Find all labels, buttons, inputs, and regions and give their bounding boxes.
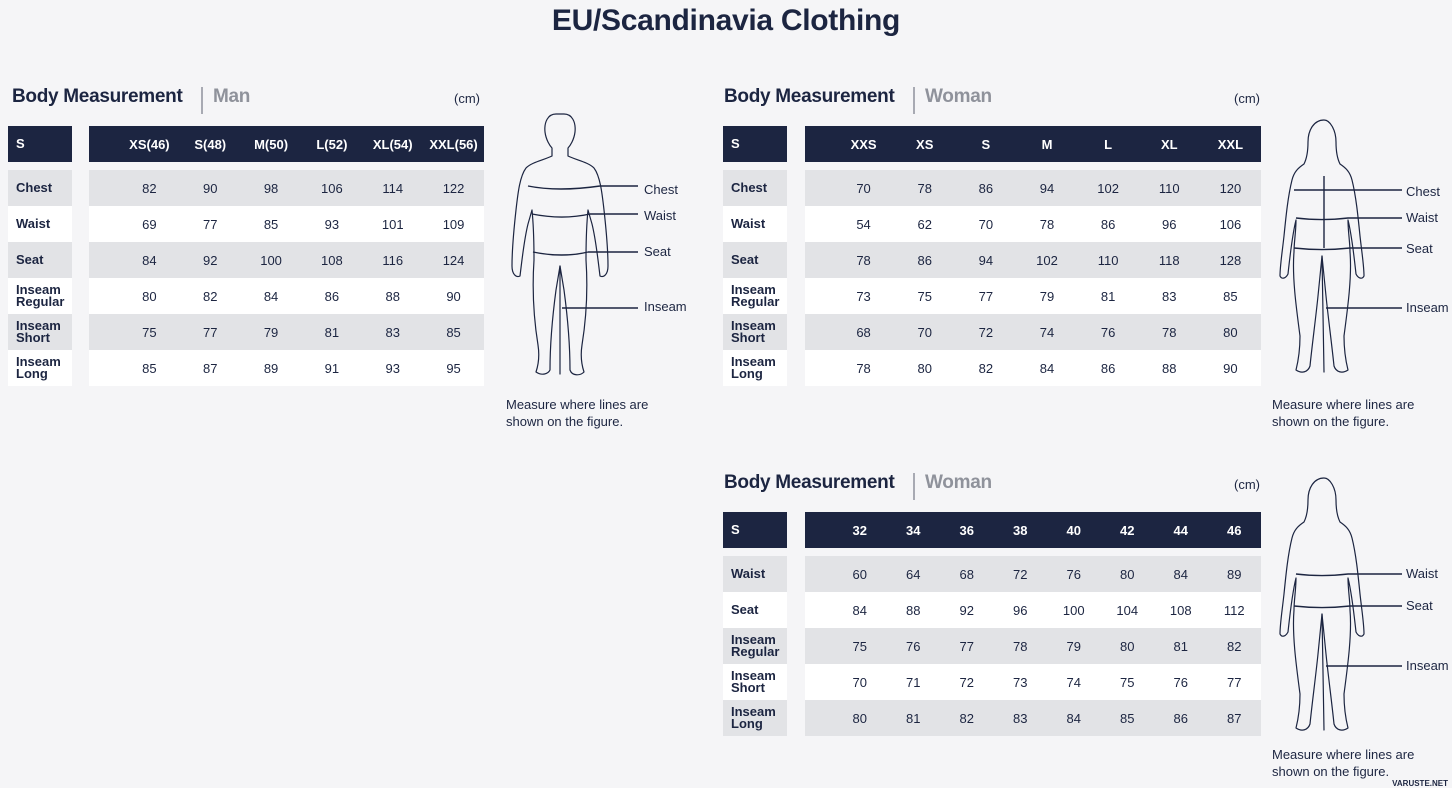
measurement-cell: 90 [203, 180, 218, 196]
measurement-cell: 75 [917, 288, 932, 304]
measurement-cell: 87 [203, 360, 218, 376]
measurement-cell: 74 [1066, 674, 1081, 690]
measurement-cell: 108 [1169, 602, 1192, 618]
section-header [720, 86, 1448, 118]
measurement-cell: 70 [978, 216, 994, 232]
measurement-cell: 73 [856, 288, 871, 304]
size-header-cell: 32 [852, 522, 867, 538]
measurement-cell: 122 [442, 180, 465, 196]
measurement-cell: 77 [1227, 674, 1242, 690]
measurement-cell: 86 [1100, 216, 1116, 232]
measurement-cell: 120 [1219, 180, 1242, 196]
measurement-row [723, 170, 1261, 206]
measurement-cell: 124 [442, 252, 465, 268]
measurement-cell: 84 [142, 252, 157, 268]
measurement-cell: 89 [1227, 566, 1242, 582]
row-values [805, 556, 1261, 592]
figure-label-seat: Seat [1406, 598, 1433, 613]
row-label [723, 700, 787, 736]
measurement-row [723, 664, 1261, 700]
measurement-cell: 79 [1039, 288, 1055, 304]
row-values [805, 512, 1261, 548]
figure-label-waist: Waist [1406, 566, 1439, 581]
section-gender: Woman [925, 472, 992, 493]
measurement-cell: 110 [1158, 180, 1180, 196]
row-label-text: Waist [731, 566, 766, 581]
row-label [8, 314, 72, 350]
row-label [723, 350, 787, 386]
row-values [89, 350, 484, 386]
row-values [805, 206, 1261, 242]
measurement-cell: 82 [1227, 638, 1242, 654]
row-label-text: Short [731, 330, 765, 345]
row-values [89, 126, 484, 162]
size-header-row [723, 512, 1261, 548]
measurement-cell: 85 [1120, 710, 1135, 726]
measurement-cell: 93 [385, 360, 400, 376]
measurement-cell: 62 [917, 216, 932, 232]
measurement-cell: 80 [1223, 324, 1238, 340]
measurement-cell: 60 [852, 566, 867, 582]
row-values [805, 664, 1261, 700]
measurement-row [723, 314, 1261, 350]
row-label [8, 170, 72, 206]
measurement-cell: 109 [442, 216, 465, 232]
section-heading: Body Measurement [12, 86, 183, 107]
measurement-cell: 85 [142, 360, 157, 376]
measurement-row [8, 242, 484, 278]
row-values [89, 314, 484, 350]
header-divider [913, 473, 915, 500]
figure-label-waist: Waist [1406, 210, 1439, 225]
size-header-cell: S [981, 136, 991, 152]
measurement-cell: 106 [1219, 216, 1242, 232]
row-label [723, 206, 787, 242]
row-values [805, 350, 1261, 386]
measurement-row [8, 278, 484, 314]
size-header-row [8, 126, 484, 162]
section-man [8, 86, 708, 446]
measurement-cell: 88 [906, 602, 921, 618]
measurement-cell: 84 [1173, 566, 1188, 582]
row-values [805, 126, 1261, 162]
measurement-cell: 94 [1039, 180, 1055, 196]
measurement-cell: 68 [856, 324, 871, 340]
measurement-cell: 82 [142, 180, 157, 196]
measurement-cell: 84 [1039, 360, 1055, 376]
body-figure-woman [1272, 474, 1448, 788]
measurement-cell: 78 [1013, 638, 1028, 654]
measurement-cell: 75 [142, 324, 157, 340]
measurement-cell: 86 [324, 288, 340, 304]
measurement-cell: 76 [906, 638, 921, 654]
row-values [805, 592, 1261, 628]
measurement-cell: 92 [203, 252, 218, 268]
measurement-cell: 116 [382, 252, 404, 268]
row-values [89, 278, 484, 314]
measurement-cell: 77 [978, 288, 994, 304]
watermark: VARUSTE.NET [1392, 779, 1448, 788]
row-values [805, 170, 1261, 206]
measurement-cell: 85 [446, 324, 461, 340]
figure-label-waist: Waist [644, 208, 677, 223]
row-label-text: Inseam [731, 354, 776, 369]
row-label-text: Short [731, 680, 765, 695]
measurement-cell: 75 [852, 638, 867, 654]
measurement-cell: 78 [856, 360, 871, 376]
measurement-row [8, 314, 484, 350]
measurement-cell: 86 [1100, 360, 1116, 376]
measurement-row [723, 350, 1261, 386]
measurement-cell: 86 [917, 252, 932, 268]
row-label [723, 314, 787, 350]
row-label-text: Regular [731, 644, 780, 659]
measurement-cell: 92 [959, 602, 974, 618]
size-header-cell: M [1041, 136, 1053, 152]
measurement-cell: 102 [1036, 252, 1058, 268]
measurement-cell: 118 [1158, 252, 1180, 268]
measurement-cell: 64 [906, 566, 921, 582]
measurement-cell: 84 [1066, 710, 1081, 726]
unit-label: (cm) [1234, 91, 1260, 106]
row-label-text: S [731, 522, 740, 537]
measurement-cell: 54 [856, 216, 871, 232]
measurement-cell: 106 [321, 180, 343, 196]
measurement-cell: 76 [1173, 674, 1188, 690]
measurement-cell: 108 [321, 252, 343, 268]
measurement-cell: 94 [978, 252, 994, 268]
row-label-text: Long [731, 716, 763, 731]
measurement-cell: 72 [959, 674, 974, 690]
measurement-row [723, 242, 1261, 278]
measurement-cell: 93 [324, 216, 340, 232]
measurement-row [723, 556, 1261, 592]
measurement-cell: 128 [1219, 252, 1242, 268]
row-label [723, 242, 787, 278]
row-values [805, 700, 1261, 736]
row-values [89, 242, 484, 278]
row-label [723, 664, 787, 700]
size-header-cell: 34 [906, 522, 921, 538]
measurement-cell: 70 [852, 674, 867, 690]
row-label [723, 512, 787, 548]
row-label [723, 170, 787, 206]
row-label [723, 278, 787, 314]
measurement-cell: 73 [1013, 674, 1028, 690]
measurement-cell: 90 [446, 288, 461, 304]
size-table [723, 126, 1261, 388]
row-label-text: Inseam [16, 318, 61, 333]
measurement-cell: 82 [203, 288, 218, 304]
measurement-cell: 114 [382, 180, 404, 196]
body-figure-woman [1272, 116, 1449, 429]
measurement-row [8, 206, 484, 242]
row-label-text: Inseam [16, 282, 61, 297]
measurement-cell: 100 [260, 252, 282, 268]
figure-note: Measure where lines are shown on the figure. [506, 397, 649, 429]
woman-silhouette-icon [1272, 116, 1402, 380]
figure-label-seat: Seat [1406, 241, 1433, 256]
measurement-cell: 83 [1013, 710, 1028, 726]
size-table [723, 512, 1261, 738]
measurement-cell: 76 [1100, 324, 1116, 340]
row-label [8, 206, 72, 242]
measurement-cell: 80 [142, 288, 157, 304]
measurement-cell: 88 [385, 288, 400, 304]
measurement-cell: 80 [1120, 566, 1135, 582]
woman-silhouette-icon [1272, 474, 1402, 738]
measurement-cell: 85 [1223, 288, 1238, 304]
row-values [805, 314, 1261, 350]
figure-note: Measure where lines are shown on the figure. [1272, 747, 1415, 779]
row-label-text: Inseam [731, 704, 776, 719]
measurement-cell: 110 [1097, 252, 1119, 268]
measurement-row [8, 170, 484, 206]
measurement-cell: 83 [385, 324, 400, 340]
measurement-cell: 70 [917, 324, 932, 340]
row-label-text: Seat [16, 252, 44, 267]
measurement-cell: 84 [852, 602, 867, 618]
size-header-cell: XXS [850, 136, 877, 152]
row-label-text: Inseam [731, 318, 776, 333]
measurement-cell: 81 [1173, 638, 1188, 654]
measurement-cell: 98 [263, 180, 279, 196]
section-heading: Body Measurement [724, 86, 895, 107]
size-header-cell: 46 [1227, 522, 1242, 538]
figure-label-chest: Chest [1406, 184, 1440, 199]
section-woman-numeric [720, 472, 1448, 788]
row-label-text: Seat [731, 602, 759, 617]
row-label-text: Waist [16, 216, 51, 231]
row-label-text: Inseam [731, 632, 776, 647]
measurement-row [8, 350, 484, 386]
measurement-cell: 76 [1066, 566, 1081, 582]
measurement-cell: 90 [1223, 360, 1238, 376]
measurement-cell: 78 [856, 252, 871, 268]
measurement-row [723, 628, 1261, 664]
row-label-text: S [16, 136, 25, 151]
row-label-text: Inseam [16, 354, 61, 369]
measurement-cell: 86 [978, 180, 994, 196]
row-label [723, 592, 787, 628]
measurement-cell: 77 [959, 638, 974, 654]
section-woman-letter [720, 86, 1448, 446]
measurement-cell: 96 [1013, 602, 1028, 618]
measurement-cell: 112 [1223, 602, 1245, 618]
size-header-cell: XXL [1217, 136, 1244, 152]
body-figure-man [506, 110, 708, 429]
figure-label-inseam: Inseam [1406, 300, 1449, 315]
row-label-text: Waist [731, 216, 766, 231]
row-label-text: Long [16, 366, 48, 381]
size-header-cell: L [1104, 136, 1113, 152]
size-header-cell: S(48) [194, 136, 227, 152]
measurement-cell: 95 [446, 360, 461, 376]
measurement-row [723, 592, 1261, 628]
measurement-cell: 69 [142, 216, 157, 232]
row-values [89, 206, 484, 242]
measurement-row [723, 278, 1261, 314]
measurement-cell: 80 [852, 710, 867, 726]
measurement-cell: 81 [324, 324, 340, 340]
row-label-text: Short [16, 330, 50, 345]
measurement-row [723, 206, 1261, 242]
measurement-cell: 82 [959, 710, 974, 726]
measurement-cell: 74 [1039, 324, 1055, 340]
measurement-cell: 80 [917, 360, 932, 376]
measurement-cell: 82 [978, 360, 994, 376]
page-title: EU/Scandinavia Clothing [551, 4, 901, 37]
row-values [805, 278, 1261, 314]
row-label [8, 126, 72, 162]
size-header-cell: XL(54) [372, 136, 413, 152]
header-divider [201, 87, 203, 114]
row-label-text: Regular [731, 294, 780, 309]
measurement-cell: 101 [381, 216, 404, 232]
measurement-cell: 100 [1062, 602, 1085, 618]
row-label-text: Chest [16, 180, 53, 195]
row-values [805, 242, 1261, 278]
figure-note: Measure where lines are shown on the figure. [1272, 397, 1415, 429]
size-header-cell: 36 [959, 522, 974, 538]
section-gender: Man [213, 86, 251, 107]
measurement-cell: 77 [203, 216, 218, 232]
measurement-cell: 84 [263, 288, 279, 304]
size-header-cell: 42 [1120, 522, 1135, 538]
size-header-row [723, 126, 1261, 162]
measurement-cell: 89 [263, 360, 279, 376]
measurement-cell: 86 [1173, 710, 1188, 726]
figure-label-seat: Seat [644, 244, 671, 259]
measurement-cell: 70 [856, 180, 871, 196]
row-values [89, 170, 484, 206]
figure-label-chest: Chest [644, 182, 678, 197]
row-label [723, 628, 787, 664]
row-label-text: Seat [731, 252, 759, 267]
measurement-cell: 104 [1116, 602, 1139, 618]
row-label-text: Inseam [731, 282, 776, 297]
measurement-cell: 88 [1162, 360, 1177, 376]
measurement-row [723, 700, 1261, 736]
row-values [805, 628, 1261, 664]
size-header-cell: XS(46) [129, 136, 170, 152]
measurement-cell: 78 [917, 180, 932, 196]
measurement-cell: 87 [1227, 710, 1242, 726]
figure-label-inseam: Inseam [1406, 658, 1449, 673]
header-divider [913, 87, 915, 114]
measurement-cell: 72 [1013, 566, 1028, 582]
size-header-cell: L(52) [316, 136, 348, 152]
measurement-cell: 80 [1120, 638, 1135, 654]
size-table [8, 126, 484, 388]
measurement-cell: 79 [263, 324, 279, 340]
measurement-cell: 68 [959, 566, 974, 582]
row-label [723, 556, 787, 592]
measurement-cell: 72 [978, 324, 994, 340]
section-gender: Woman [925, 86, 992, 107]
size-header-cell: XS [916, 136, 934, 152]
measurement-cell: 81 [906, 710, 921, 726]
figure-label-inseam: Inseam [644, 299, 687, 314]
unit-label: (cm) [1234, 477, 1260, 492]
row-label [8, 350, 72, 386]
row-label-text: Regular [16, 294, 65, 309]
measurement-cell: 78 [1039, 216, 1055, 232]
row-label-text: Long [731, 366, 763, 381]
row-label-text: Inseam [731, 668, 776, 683]
row-label-text: S [731, 136, 740, 151]
measurement-cell: 78 [1162, 324, 1177, 340]
size-header-cell: XXL(56) [429, 136, 478, 152]
row-label-text: Chest [731, 180, 768, 195]
measurement-cell: 75 [1120, 674, 1135, 690]
size-header-cell: XL [1160, 136, 1178, 152]
unit-label: (cm) [454, 91, 480, 106]
measurement-cell: 96 [1162, 216, 1177, 232]
size-header-cell: 40 [1066, 522, 1081, 538]
section-heading: Body Measurement [724, 472, 895, 493]
measurement-cell: 77 [203, 324, 218, 340]
measurement-cell: 83 [1162, 288, 1177, 304]
measurement-cell: 91 [324, 360, 340, 376]
row-label [8, 278, 72, 314]
measurement-cell: 79 [1066, 638, 1081, 654]
man-silhouette-icon [508, 110, 638, 382]
size-header-cell: M(50) [254, 136, 289, 152]
measurement-cell: 71 [906, 674, 921, 690]
row-label [723, 126, 787, 162]
measurement-cell: 81 [1100, 288, 1116, 304]
measurement-cell: 102 [1097, 180, 1119, 196]
measurement-cell: 85 [263, 216, 279, 232]
size-header-cell: 38 [1013, 522, 1028, 538]
size-header-cell: 44 [1173, 522, 1188, 538]
row-label [8, 242, 72, 278]
